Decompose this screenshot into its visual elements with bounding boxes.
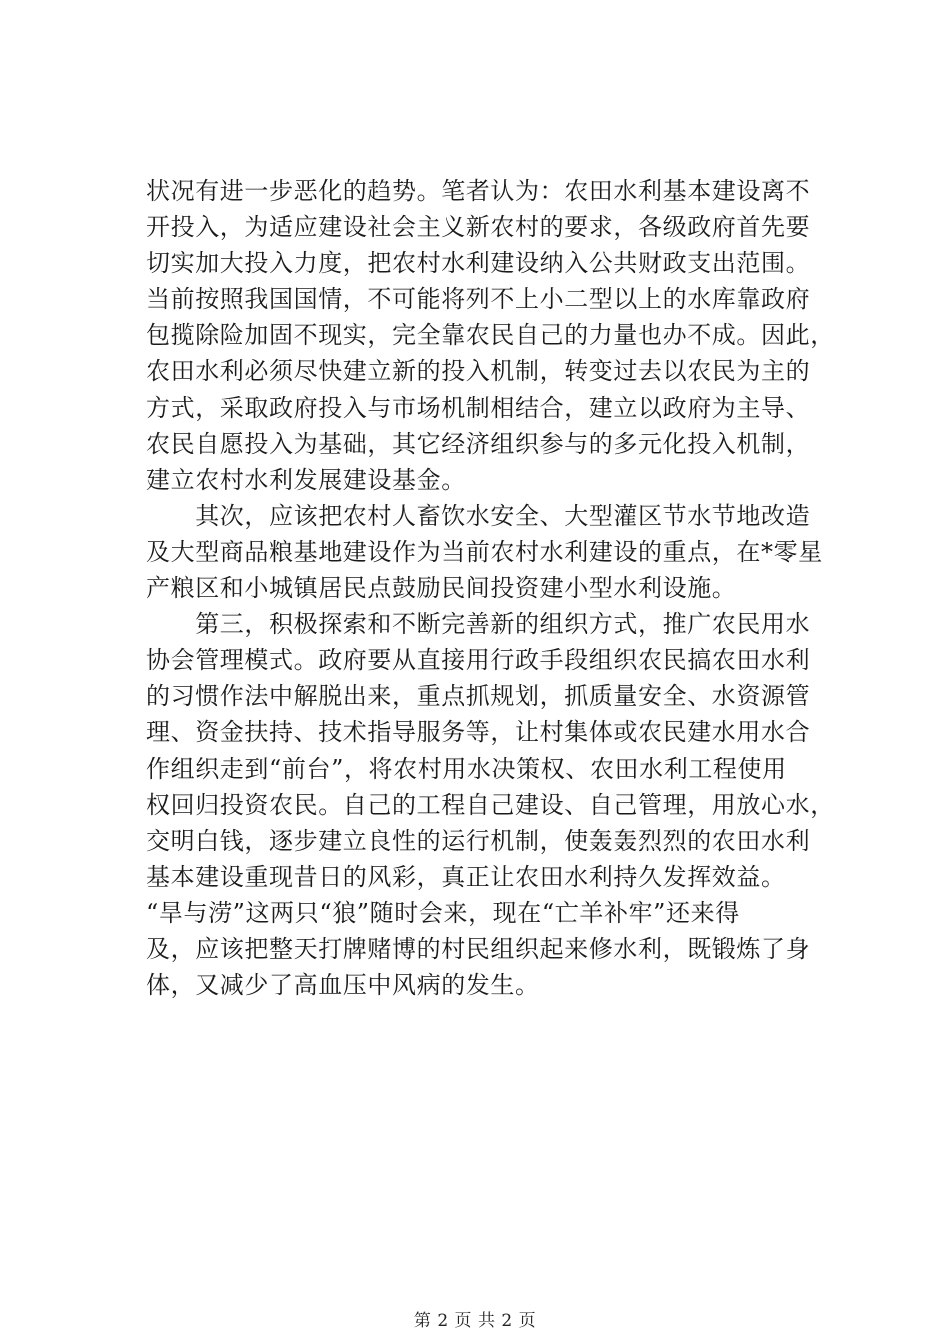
text-line: 权回归投资农民。自己的工程自己建设、自己管理，用放心水， <box>146 790 835 819</box>
text-line: 理、资金扶持、技术指导服务等，让村集体或农民建水用水合 <box>146 718 811 747</box>
page-number-label: 第 2 页 共 2 页 <box>413 1311 537 1331</box>
text-line: 农田水利必须尽快建立新的投入机制，转变过去以农民为主的 <box>146 357 811 386</box>
page-footer <box>0 1306 950 1331</box>
body-text <box>146 173 866 1003</box>
text-line: 农民自愿投入为基础，其它经济组织参与的多元化投入机制， <box>146 429 811 458</box>
text-line: 开投入，为适应建设社会主义新农村的要求，各级政府首先要 <box>146 213 811 242</box>
text-line: 及大型商品粮基地建设作为当前农村水利建设的重点，在*零星 <box>146 537 823 566</box>
text-line: 及，应该把整天打牌赌博的村民组织起来修水利，既锻炼了身 <box>146 934 811 963</box>
text-line: 切实加大投入力度，把农村水利建设纳入公共财政支出范围。 <box>146 249 811 278</box>
text-line: 基本建设重现昔日的风彩，真正让农田水利持久发挥效益。 <box>146 862 786 891</box>
text-line: 作组织走到“前台”，将农村用水决策权、农田水利工程使用 <box>146 754 787 783</box>
text-line: 体，又减少了高血压中风病的发生。 <box>146 971 540 1000</box>
text-line: 状况有进一步恶化的趋势。笔者认为：农田水利基本建设离不 <box>146 177 811 205</box>
text-line: “旱与涝”这两只“狼”随时会来，现在“亡羊补牢”还来得 <box>146 898 740 927</box>
text-line: 的习惯作法中解脱出来，重点抓规划，抓质量安全、水资源管 <box>146 682 811 711</box>
text-line: 建立农村水利发展建设基金。 <box>146 465 466 494</box>
text-line: 方式，采取政府投入与市场机制相结合，建立以政府为主导、 <box>146 393 811 422</box>
text-line: 当前按照我国国情，不可能将列不上小二型以上的水库靠政府 <box>146 285 811 314</box>
text-line: 产粮区和小城镇居民点鼓励民间投资建小型水利设施。 <box>146 574 737 603</box>
text-line: 包揽除险加固不现实，完全靠农民自己的力量也办不成。因此， <box>146 321 835 350</box>
text-line: 交明白钱，逐步建立良性的运行机制，使轰轰烈烈的农田水利 <box>146 826 811 855</box>
text-line: 第三，积极探索和不断完善新的组织方式，推广农民用水 <box>146 610 811 639</box>
text-line: 协会管理模式。政府要从直接用行政手段组织农民搞农田水利 <box>146 646 811 675</box>
text-line: 其次，应该把农村人畜饮水安全、大型灌区节水节地改造 <box>146 501 811 530</box>
